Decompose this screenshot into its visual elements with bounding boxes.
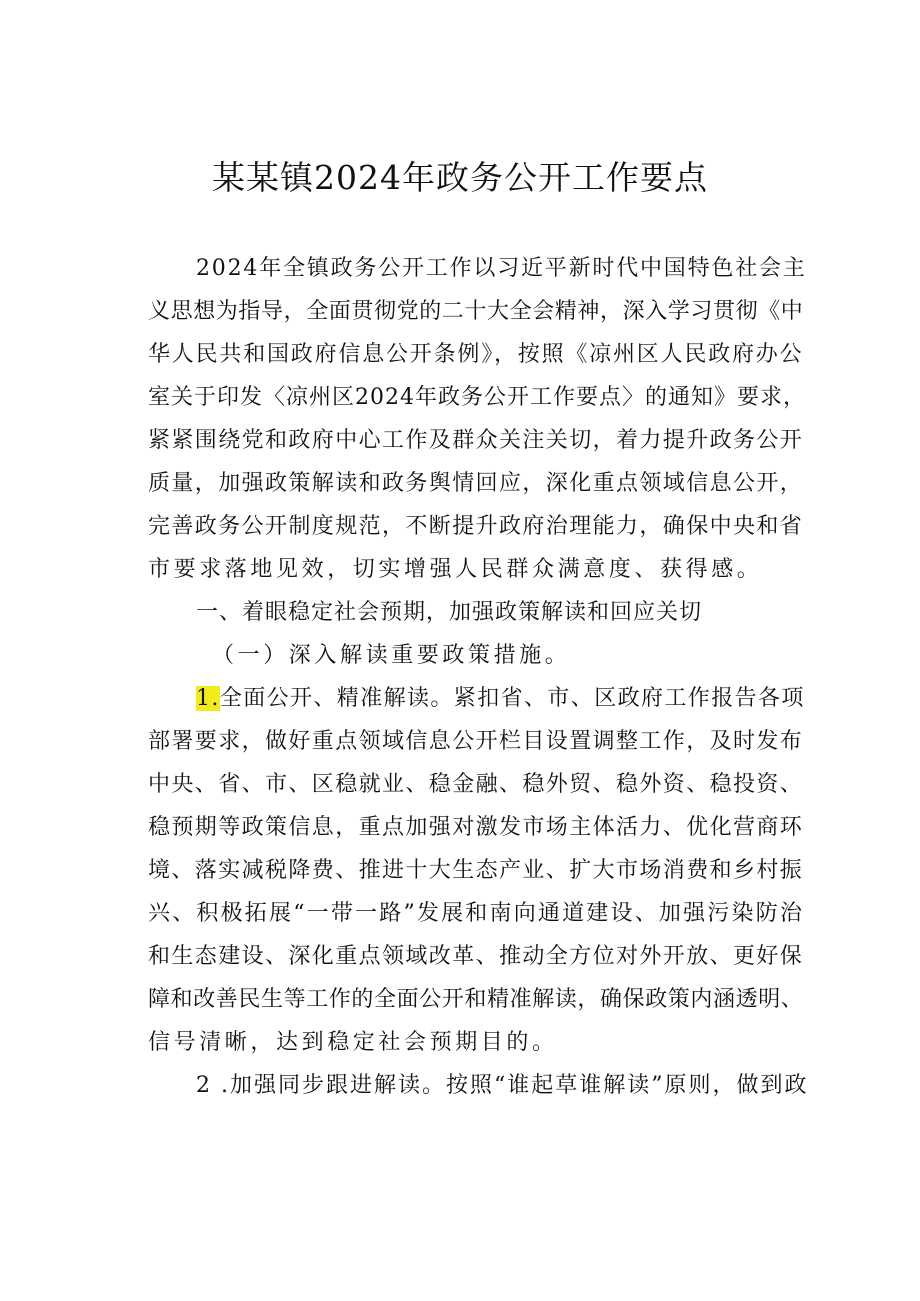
intro-line: 室关于印发〈凉州区2024年政务公开工作要点〉的通知》要求， [148,385,806,410]
document-title: 某某镇2024年政务公开工作要点 [212,158,708,197]
intro-line: 华人民共和国政府信息公开条例》，按照《凉州区人民政府办公 [148,342,804,367]
item-line: 障和改善民生等工作的全面公开和精准解读，确保政策内涵透明、 [148,987,804,1012]
item-line: 部署要求，做好重点领域信息公开栏目设置调整工作，及时发布 [148,729,804,754]
list-item-2: 2 .加强同步跟进解读。按照“谁起草谁解读”原则，做到政 [196,1073,809,1098]
subsection-heading: （一）深入解读重要政策措施。 [212,643,571,668]
item-line: 境、落实减税降费、推进十大生态产业、扩大市场消费和乡村振 [148,858,804,883]
intro-line: 紧紧围绕党和政府中心工作及群众关注关切，着力提升政务公开 [148,428,804,453]
item-line: 兴、积极拓展“一带一路”发展和南向通道建设、加强污染防治 [148,901,805,926]
item-text: 全面公开、精准解读。紧扣省、市、区政府工作报告各项 [219,686,805,711]
item-line: 和生态建设、深化重点领域改革、推动全方位对外开放、更好保 [148,944,804,969]
section-heading: 一、着眼稳定社会预期，加强政策解读和回应关切 [196,600,703,625]
intro-line: 义思想为指导，全面贯彻党的二十大全会精神，深入学习贯彻《中 [148,299,804,324]
intro-line: 质量，加强政策解读和政务舆情回应，深化重点领域信息公开， [148,471,804,496]
item-line: 中央、省、市、区稳就业、稳金融、稳外贸、稳外资、稳投资、 [148,772,804,797]
intro-line: 2024年全镇政务公开工作以习近平新时代中国特色社会主 [196,256,807,281]
list-item-1 [196,684,805,714]
intro-line: 市要求落地见效，切实增强人民群众满意度、获得感。 [148,557,763,582]
item-number-highlight: 1. [196,686,220,711]
item-line: 信号清晰，达到稳定社会预期目的。 [148,1030,558,1055]
item-line: 稳预期等政策信息，重点加强对激发市场主体活力、优化营商环 [148,815,804,840]
intro-line: 完善政务公开制度规范，不断提升政府治理能力，确保中央和省 [148,514,804,539]
